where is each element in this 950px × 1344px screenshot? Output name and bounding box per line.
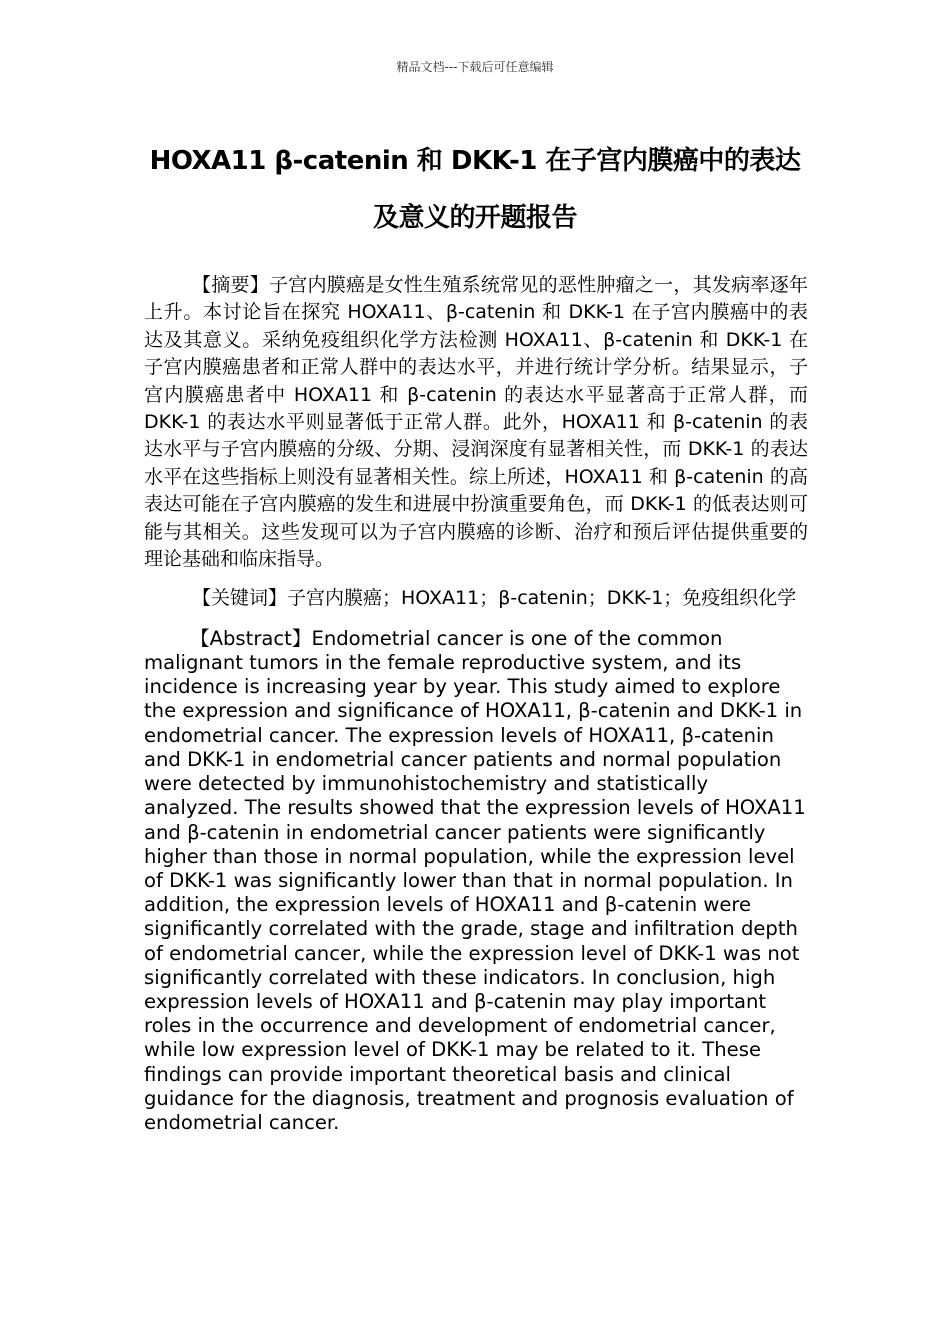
abstract-en-paragraph (144, 627, 808, 1135)
keywords-zh-text: 子宫内膜癌；HOXA11；β-catenin；DKK-1；免疫组织化学 (287, 587, 797, 610)
document-body (144, 272, 808, 1135)
abstract-zh-text: 子宫内膜癌是女性生殖系统常见的恶性肿瘤之一，其发病率逐年上升。本讨论旨在探究 HOXA11、β-catenin 和 DKK-1 在子宫内膜癌中的表达及其意义。采纳免疫组织化学方法检测 HOXA11、β-catenin 和 DKK-1 在子宫内膜癌患者和正常人群中的表达水平，并进行统计学分析。结果显示，子宫内膜癌患者中 HOXA11 和 β-catenin 的表达水平显著高于正常人群，而 DKK-1 的表达水平则显著低于正常人群。此外，HOXA11 和 β-catenin 的表达水平与子宫内膜癌的分级、分期、浸润深度有显著相关性，而 DKK-1 的表达水平在这些指标上则没有显著相关性。综上所述，HOXA11 和 β-catenin 的高表达可能在子宫内膜癌的发生和进展中扮演重要角色，而 DKK-1 的低表达则可能与其相关。这些发现可以为子宫内膜癌的诊断、治疗和预后评估提供重要的理论基础和临床指导。 (144, 274, 808, 571)
abstract-zh-paragraph (144, 272, 808, 573)
keywords-zh-paragraph (144, 585, 808, 612)
header-note: 精品文档---下载后可任意编辑 (396, 60, 554, 74)
keywords-zh-label: 【关键词】 (192, 587, 288, 610)
abstract-en-label: 【Abstract】 (190, 626, 312, 650)
abstract-zh-label: 【摘要】 (192, 274, 270, 296)
title-line-2: 及意义的开题报告 (372, 203, 577, 233)
title-line-1: HOXA11 β-catenin 和 DKK-1 在子宫内膜癌中的表达 (149, 146, 801, 176)
document-title (130, 133, 820, 247)
abstract-en-text: Endometrial cancer is one of the common malignant tumors in the female reproductive system, and its incidence is increasing year by year. This study aimed to explore the expression and significance of HOXA11, β-catenin and DKK-1 in endometrial cancer. The expression levels of HOXA11, β-catenin and DKK-1 in endometrial cancer patients and normal population were detected by immunohistochemistry and statistically analyzed. The results showed that the expression levels of HOXA11 and β-catenin in endometrial cancer patients were significantly higher than those in normal population, while the expression level of DKK-1 was significantly lower than that in normal population. In addition, the expression levels of HOXA11 and β-catenin were significantly correlated with the grade, stage and infiltration depth of endometrial cancer, while the expression level of DKK-1 was not significantly correlated with these indicators. In conclusion, high expression levels of HOXA11 and β-catenin may play important roles in the occurrence and development of endometrial cancer, while low expression level of DKK-1 may be related to it. These findings can provide important theoretical basis and clinical guidance for the diagnosis, treatment and prognosis evaluation of endometrial cancer. (144, 626, 806, 1134)
